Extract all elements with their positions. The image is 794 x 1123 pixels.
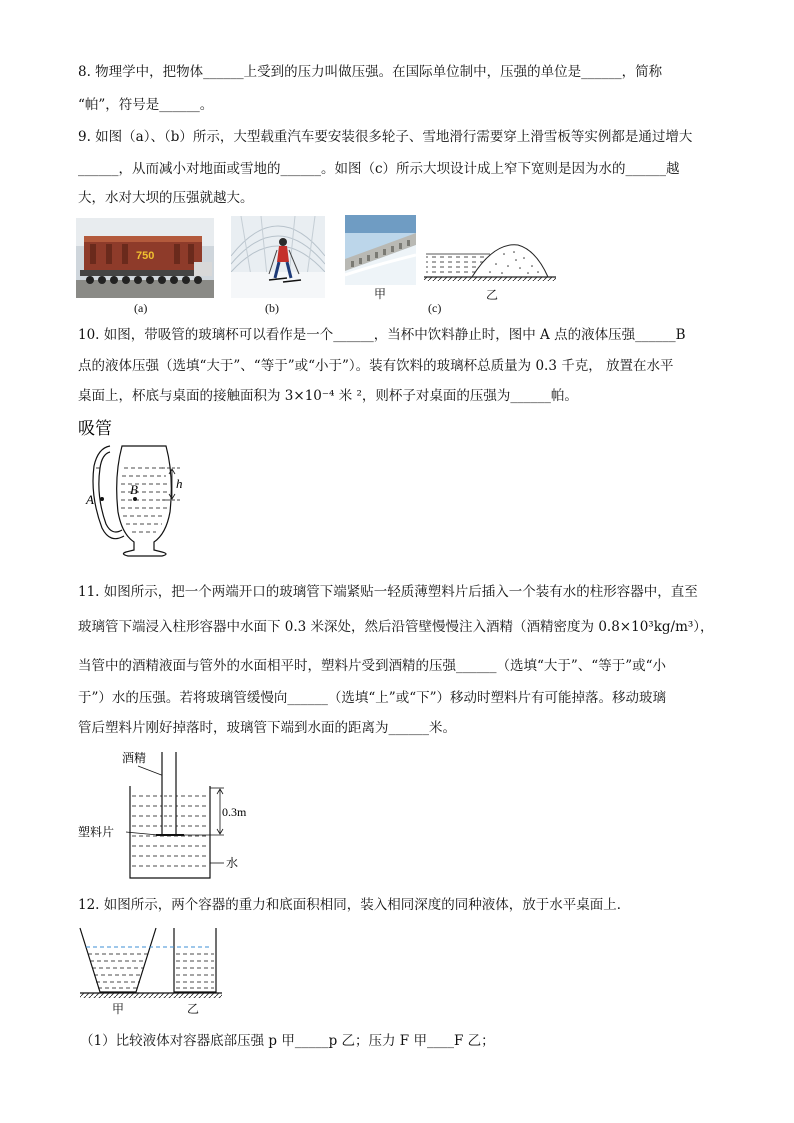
q9-line2: ______，从而减小对地面或雪地的______。如图（c）所示大坝设计成上窄下宽则是因为水的______越 (78, 161, 680, 177)
label-B: B (130, 482, 138, 497)
caption-b: (b) (265, 301, 279, 315)
q10-line3: 桌面上，杯底与桌面的接触面积为 3×10⁻⁴ 米 ²，则杯子对桌面的压强为______帕。 (78, 388, 578, 404)
caption-a: (a) (134, 301, 148, 315)
container-label-jia: 甲 (112, 1002, 125, 1016)
straw-title: 吸管 (78, 419, 112, 439)
q9-line3: 大，水对大坝的压强就越大。 (78, 190, 254, 206)
q11-line1: 11. 如图所示，把一个两端开口的玻璃管下端紧贴一轻质薄塑料片后插入一个装有水的柱形容器中，直至 (78, 584, 698, 600)
truck-photo (76, 218, 214, 298)
dam-photo (345, 215, 416, 285)
label-water: 水 (226, 856, 239, 870)
dam-label-jia: 甲 (374, 287, 387, 301)
q11-line5: 管后塑料片刚好掉落时，玻璃管下端到水面的距离为______米。 (78, 720, 456, 736)
label-alcohol: 酒精 (122, 751, 147, 765)
dam-cross-section-diagram (424, 240, 558, 290)
two-containers-diagram (76, 926, 226, 1006)
q9-line1: 9. 如图（a）、（b）所示，大型载重汽车要安装很多轮子、雪地滑行需要穿上滑雪板等实例都是通过增大 (78, 129, 693, 145)
glass-straw-diagram (76, 416, 196, 568)
tube-container-diagram (76, 748, 256, 884)
q11-line4: 于”）水的压强。若将玻璃管缓慢向______（选填“上”或“下”）移动时塑料片有可能掉落。移动玻璃 (78, 690, 667, 706)
q10-line1: 10. 如图，带吸管的玻璃杯可以看作是一个______，当杯中饮料静止时，图中 A 点的液体压强______B (78, 327, 686, 343)
label-A: A (86, 492, 94, 507)
label-h: h (176, 476, 183, 491)
q11-line3: 当管中的酒精液面与管外的水面相平时，塑料片受到酒精的压强______（选填“大于”、“等于”或“小 (78, 658, 667, 674)
q12-line1: 12. 如图所示，两个容器的重力和底面积相同，装入相同深度的同种液体，放于水平桌面上． (78, 897, 631, 913)
caption-c: (c) (428, 301, 442, 315)
q10-line2: 点的液体压强（选填“大于”、“等于”或“小于”）。装有饮料的玻璃杯总质量为 0.3 千克， 放置在水平 (78, 358, 674, 374)
skier-photo (231, 216, 325, 298)
q8-line2: “帕”，符号是______。 (78, 97, 214, 113)
container-label-yi: 乙 (187, 1002, 200, 1016)
truck-number: 750 (136, 250, 155, 262)
label-plastic: 塑料片 (78, 825, 115, 839)
dam-label-yi: 乙 (486, 288, 499, 302)
label-depth: 0.3m (222, 805, 247, 819)
q12-sub1: （1）比较液体对容器底部压强 p 甲_____p 乙；压力 F 甲____F 乙； (80, 1033, 495, 1049)
q11-line2: 玻璃管下端浸入柱形容器中水面下 0.3 米深处，然后沿管壁慢慢注入酒精（酒精密度为 0.8×10³kg/m³）， (78, 619, 714, 635)
q8-line1: 8. 物理学中，把物体______上受到的压力叫做压强。在国际单位制中，压强的单位是______，简称 (78, 64, 663, 80)
